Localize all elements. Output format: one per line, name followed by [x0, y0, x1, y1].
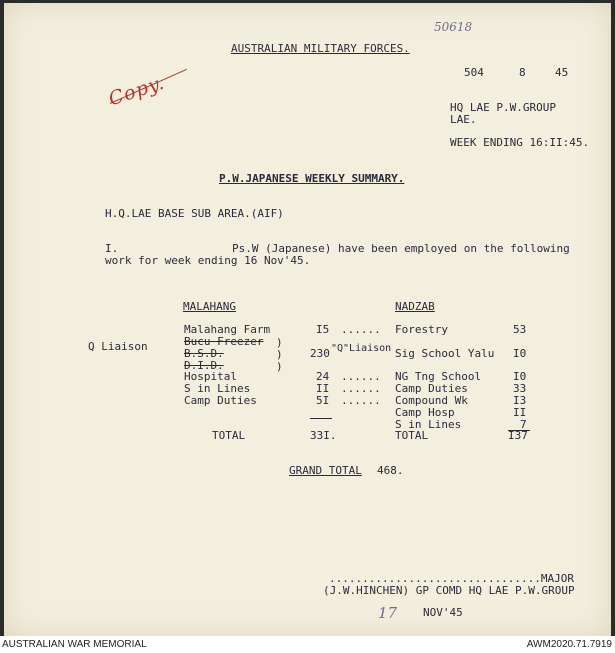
archive-reference: 50618 [434, 20, 473, 34]
nadzab-total-value: I37 [508, 429, 528, 442]
bracket-mark: ) [276, 360, 283, 373]
grand-total-label: GRAND TOTAL [289, 464, 362, 477]
leader-dots: ...... [341, 394, 381, 407]
malahang-total-label: TOTAL [212, 429, 246, 442]
signature-date-day: 17 [378, 604, 398, 622]
summary-title: P.W.JAPANESE WEEKLY SUMMARY. [219, 172, 405, 185]
footer-left: AUSTRALIAN WAR MEMORIAL [2, 639, 147, 650]
nadzab-row-value: I0 [513, 347, 527, 360]
malahang-row-label: Camp Duties [184, 394, 257, 407]
malahang-row-label: D.I.D. [184, 359, 224, 372]
q-liaison-note: "Q"Liaison [331, 343, 392, 354]
signature-dots-rank: ................................MAJOR [329, 572, 575, 585]
malahang-sum-rule [310, 418, 332, 419]
week-ending: WEEK ENDING 16:II:45. [450, 136, 590, 149]
leader-dots: ...... [341, 382, 381, 395]
nadzab-row-label: NG Tng School [395, 370, 482, 383]
archive-footer [0, 636, 615, 653]
unit-name: HQ LAE P.W.GROUP [450, 101, 556, 114]
area-heading: H.Q.LAE BASE SUB AREA.(AIF) [105, 207, 284, 220]
nadzab-row-value: I0 [513, 370, 527, 383]
malahang-row-value: 5I [316, 394, 330, 407]
nadzab-row-value: 53 [513, 323, 527, 336]
nadzab-row-value: 7 [520, 418, 527, 431]
nadzab-row-label: Camp Hosp [395, 406, 455, 419]
nadzab-row-value: I3 [513, 394, 527, 407]
malahang-row-label: S in Lines [184, 382, 251, 395]
copy-stamp: Copy. [106, 71, 168, 111]
malahang-row-label: Malahang Farm [184, 323, 271, 336]
nadzab-row-label: Forestry [395, 323, 448, 336]
unit-place: LAE. [450, 113, 477, 126]
nadzab-row-label: S in Lines [395, 418, 462, 431]
nadzab-heading: NADZAB [395, 300, 435, 313]
malahang-row-value: 230 [310, 347, 330, 360]
document-page [4, 3, 611, 636]
malahang-row-value: II [316, 382, 330, 395]
ref-number-3: 45 [555, 66, 569, 79]
nadzab-row-label: Camp Duties [395, 382, 468, 395]
ref-number-2: 8 [519, 66, 526, 79]
signature-name: (J.W.HINCHEN) GP COMD HQ LAE P.W.GROUP [323, 584, 575, 597]
footer-right: AWM2020.71.7919 [526, 639, 612, 650]
nadzab-total-label: TOTAL [395, 429, 429, 442]
malahang-total-value: 33I. [310, 429, 337, 442]
grand-total-value: 468. [377, 464, 404, 477]
document-header-title: AUSTRALIAN MILITARY FORCES. [231, 42, 410, 55]
leader-dots: ...... [341, 370, 381, 383]
nadzab-row-value: II [513, 406, 527, 419]
leader-dots: ...... [341, 323, 381, 336]
malahang-row-value: 24 [316, 370, 330, 383]
ref-number-1: 504 [464, 66, 484, 79]
q-liaison-side-note: Q Liaison [88, 340, 148, 353]
signature-date: NOV'45 [423, 606, 463, 619]
malahang-row-label: Bucu Freezer [184, 335, 264, 348]
nadzab-row-label: Sig School Yalu [395, 347, 495, 360]
paragraph-line-2: work for week ending 16 Nov'45. [105, 254, 311, 267]
malahang-row-value: I5 [316, 323, 330, 336]
nadzab-row-value: 33 [513, 382, 527, 395]
paragraph-number: I. [105, 242, 119, 255]
malahang-row-label: B.S.D. [184, 347, 224, 360]
malahang-heading: MALAHANG [183, 300, 236, 313]
nadzab-row-label: Compound Wk [395, 394, 468, 407]
paragraph-line-1: Ps.W (Japanese) have been employed on the following [232, 242, 570, 255]
bracket-mark: ) [276, 336, 283, 349]
malahang-row-label: Hospital [184, 370, 237, 383]
bracket-mark: ) [276, 348, 283, 361]
